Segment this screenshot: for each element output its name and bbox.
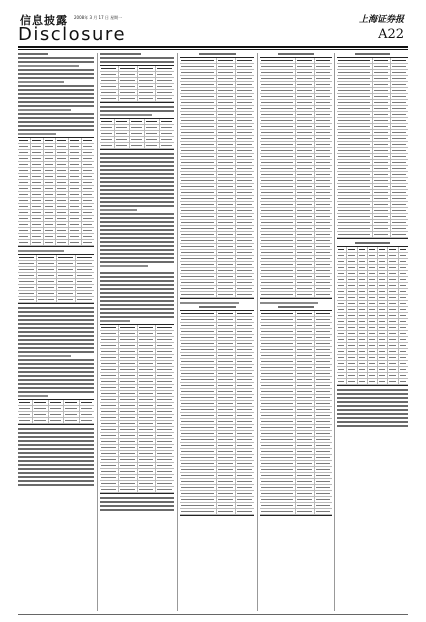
data-table (100, 324, 174, 494)
section-title: 信息披露 (20, 14, 68, 27)
data-table (18, 399, 94, 425)
page-number: A22 (378, 27, 404, 42)
footer-rule (18, 614, 408, 615)
column-divider (177, 53, 178, 611)
data-table (100, 65, 174, 103)
masthead-rule (18, 46, 408, 48)
column-divider (97, 53, 98, 611)
column-2 (100, 53, 174, 615)
equity-change-table (337, 246, 408, 386)
column-5 (337, 53, 408, 615)
balance-sheet-table (180, 57, 254, 299)
income-statement-table (180, 310, 254, 516)
newspaper-name: 上海证券报 (358, 15, 404, 25)
column-divider (257, 53, 258, 611)
data-table (100, 118, 174, 150)
masthead-rule-thin (18, 49, 408, 50)
column-3 (180, 53, 254, 615)
column-4 (260, 53, 332, 615)
masthead (0, 0, 426, 52)
statement-table (337, 57, 408, 239)
column-divider (334, 53, 335, 611)
issue-date: 2008年 3 月 17 日 星期一 (74, 15, 123, 20)
section-english-title: Disclosure (18, 24, 127, 45)
data-table (18, 254, 94, 304)
cash-flow-table (260, 310, 332, 516)
data-table (18, 137, 94, 247)
column-1 (18, 53, 94, 615)
balance-sheet-table (260, 57, 332, 299)
